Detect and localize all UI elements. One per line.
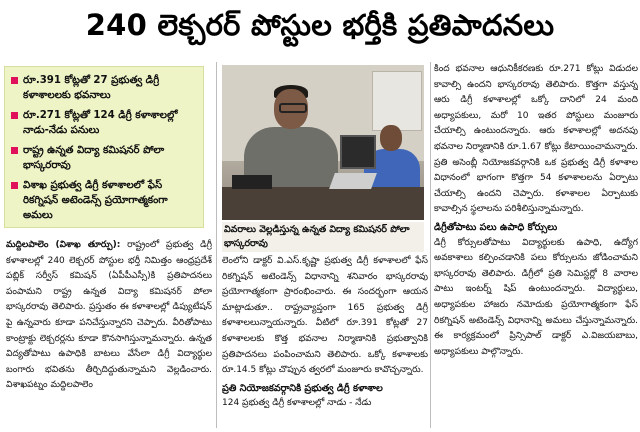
article-text: 124 ప్రభుత్వ డిగ్రీ కళాశాలల్లో నాడు - నేడు: [222, 398, 372, 409]
highlight-text: విశాఖ ప్రభుత్వ డిగ్రీ కళాశాలలో ఫేస్ రికగ్నిషన్ అటెండెన్స్ ప్రయోగాత్మకంగా అమలు: [23, 180, 168, 221]
column-divider: [430, 62, 431, 428]
bullet-square-icon: [11, 112, 18, 119]
highlight-item: [11, 108, 197, 138]
bullet-square-icon: [11, 77, 18, 84]
photo-person-second-head: [380, 125, 402, 151]
article-text: కింద భవనాల ఆధునికీకరణకు రూ.271 కోట్లు విడుదల కావాల్సి ఉందని భాస్కరరావు తెలిపారు. కొత్తగా వస్తున్న ఆరు డిగ్రీ కళాశాలల్లో ఒక్కో దానిలో 24 మంది అధ్యాపకులు, మరో 10 ఇతర పోస్టులు మంజూరు చేయాల్సి ఉంటుందన్నారు. ఆరు కళాశాలల్లో అదనపు భవనాల నిర్మాణానికి రూ.1.67 కోట్లు కేటాయించామన్నారు. ప్రతి అసెంబ్లీ నియోజకవర్గానికి ఒక ప్రభుత్వ డిగ్రీ కళాశాల విధానంలో భాగంగా కొత్తగా 54 కళాశాలలను ఏర్పాటు చేయాల్సి ఉందని చెప్పారు. కళాశాలల ఏర్పాటుకు కావాల్సిన స్థలాలను పరిశీలిస్తున్నామన్నారు.: [434, 64, 638, 215]
headline: 240 లెక్చరర్ పోస్టుల భర్తీకి ప్రతిపాదనలు: [85, 8, 555, 42]
highlight-item: [11, 178, 197, 223]
photo-caption: వివరాలు వెల్లడిస్తున్న ఉన్నత విద్యా కమిషనర్ పోలా భాస్కరరావు: [222, 222, 424, 252]
highlight-text: రూ.271 కోట్లతో 124 డిగ్రీ కళాశాలల్లో నాడు-నేడు పనులు: [23, 110, 178, 136]
photo-monitor: [340, 135, 376, 169]
article-text: డిగ్రీ కోర్సులతోపాటు విద్యార్థులకు ఉపాధి, ఉద్యోగ అవకాశాలు కల్పించడానికి పలు కోర్సులను జోడించామని భాస్కరరావు తెలిపారు. డిగ్రీలో ప్రతి సెమిస్టర్లో 8 వారాల పాటు ఇంటర్న్ షిప్ ఉంటుందన్నారు. విద్యార్థులు, అధ్యాపకుల హాజరు నమోదుకు ప్రయోగాత్మకంగా ఫేస్ రికగ్నిషన్ అటెండెన్స్ విధానాన్ని అమలు చేస్తున్నామన్నారు. ఈ కార్యక్రమంలో ప్రిన్సిపాల్ డాక్టర్ ఎ.విజయబాబు, అధ్యాపకులు పాల్గొన్నారు.: [434, 237, 638, 357]
article-text: లెంలోని డాక్టర్ వి.ఎస్.కృష్ణా ప్రభుత్వ డిగ్రీ కళాశాలలో ఫేస్ రికగ్నిషన్ అటెండెన్స్ విధానాన్ని శనివారం భాస్కరరావు ప్రయోగాత్మకంగా ప్రారంభించారు. ఈ సందర్భంగా ఆయన మాట్లాడుతూ.. రాష్ట్రవ్యాప్తంగా 165 ప్రభుత్వ డిగ్రీ కళాశాలలున్నాయన్నారు. వీటిలో రూ.391 కోట్లతో 27 కళాశాలలకు కొత్త భవనాల నిర్మాణానికి ప్రభుత్వానికి ప్రతిపాదనలు పంపించామని తెలిపారు. ఒక్కో కళాశాలకు రూ.14.5 కోట్లు చొప్పున త్వరలో మంజూరు కావొచ్చన్నారు.: [222, 256, 428, 376]
article-subheading: డిగ్రీతోపాటు పలు ఉపాధి కోర్సులు: [434, 221, 558, 233]
article-column-1: [6, 238, 212, 428]
article-column-2: [222, 254, 428, 428]
column-divider: [216, 62, 217, 428]
highlight-text: రూ.391 కోట్లతో 27 ప్రభుత్వ డిగ్రీ కళాశాలలకు భవనాలు: [23, 75, 160, 101]
highlight-text: రాష్ట్ర ఉన్నత విద్యా కమిషనర్ పోలా భాస్కరరావు: [23, 145, 165, 171]
highlight-item: [11, 143, 197, 173]
dateline: మద్దిలపాలెం (విశాఖ తూర్పు):: [6, 240, 121, 250]
bullet-square-icon: [11, 147, 18, 154]
highlight-item: [11, 73, 197, 103]
highlights-box: [4, 66, 204, 228]
photo-glasses: [279, 103, 307, 113]
news-photo: [222, 65, 424, 220]
article-text: రాష్ట్రంలో ప్రభుత్వ డిగ్రీ కళాశాలల్లో 240 లెక్చరర్ పోస్టుల భర్తీ నిమిత్తం ఆంధ్రప్రదేశ్ పబ్లిక్ సర్వీస్ కమిషన్ (ఏపీపీఎస్సీ)కి ప్రతిపాదనలు పంపామని రాష్ట్ర ఉన్నత విద్యా కమిషనర్ పోలా భాస్కరరావు తెలిపారు. ప్రస్తుతం ఈ కళాశాలల్లో డిప్యుటేషన్ పై ఉన్నవారు కూడా పనిచేస్తున్నారని చెప్పారు. వీరితోపాటు కాంట్రాక్టు లెక్చరర్లను కూడా కొనసాగిస్తున్నామన్నారు. ఉన్నత విద్యతోపాటు ఉపాధికి బాటలు వేసేలా డిగ్రీ విద్యార్థుల బంగారు భవితను తీర్చిదిద్దుతున్నామని వెల్లడించారు. విశాఖపట్నం మద్దిలపాలెం: [6, 240, 212, 391]
article-column-3: [434, 62, 638, 428]
photo-nameplate: [232, 175, 272, 189]
article-subheading: ప్రతి నియోజకవర్గానికి ప్రభుత్వ డిగ్రీ కళాశాల: [222, 382, 383, 394]
photo-window: [372, 71, 422, 131]
photo-desk: [222, 187, 424, 220]
bullet-square-icon: [11, 182, 18, 189]
photo-laptop: [329, 173, 377, 189]
